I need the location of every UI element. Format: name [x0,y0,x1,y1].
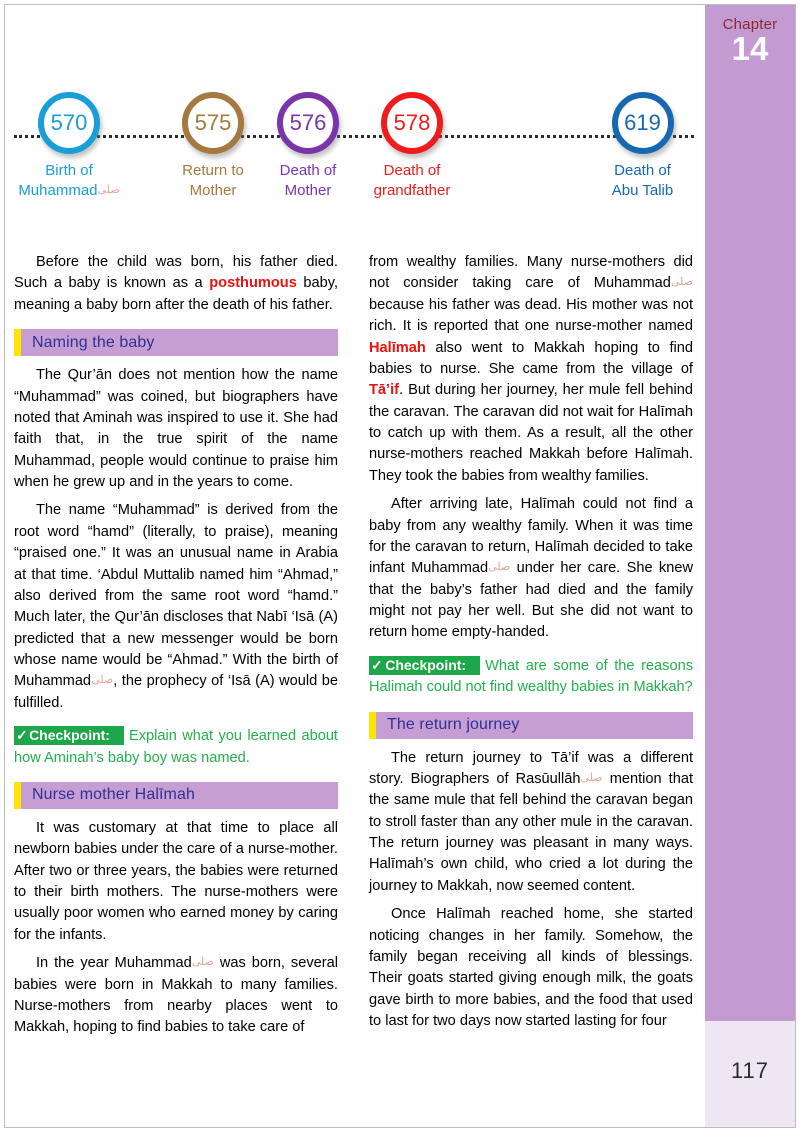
text-run: . But during her journey, her mule fell behind the caravan. The caravan did not wait for Halīmah to catch up with them. As a result, all the other nurse-mothers reached Makkah before Halīmah. They took the babies from wealthy families. [369,382,693,484]
checkpoint-question: Explain what you learned about how Aminah’s baby boy was named. [14,728,338,766]
text-run: from wealthy families. Many nurse-mothers did not consider taking care of Muhammad [369,254,693,292]
timeline-node-label [591,161,694,201]
paragraph-blessings: Once Halīmah reached home, she started noticing changes in her family. Somehow, the family began receiving all kinds of blessings. Their goats started giving enough milk, the goats gave birth to more babies, and the food that used to last for two days now started lasting for four [369,906,693,1029]
timeline-label-text: Mother [284,181,332,199]
timeline-label-line-2 [591,181,694,201]
timeline-node-578 [354,92,470,201]
text-run: In the year Muhammad [36,955,192,972]
text-run: baby, meaning a baby born after the death of his father. [14,275,338,313]
text-run: because his father was dead. His mother was not rich. It is reported that one nurse-mother named [369,296,693,335]
chapter-sidebar-band [705,5,795,1021]
chapter-number: 14 [731,29,769,67]
heading-accent-bar [369,712,376,739]
checkpoint-badge: ✓Checkpoint: [14,726,124,745]
timeline-label-line-1: Death of [279,162,337,179]
heading-text: Naming the baby [32,333,155,351]
timeline-label-line-2 [263,181,353,201]
timeline-label-line-2 [166,181,260,201]
timeline-label-line-1: Return to [182,162,244,179]
timeline [14,92,694,227]
text-run: The return journey to Tā’if was a different story. Biographers of Rasūullāh [369,749,693,787]
checkpoint-right [369,655,693,699]
sallallahu-icon: صلى [91,674,114,687]
timeline-year-circle: 576 [277,92,339,154]
checkpoint-question: What are some of the reasons Halimah could not find wealthy babies in Makkah? [369,657,693,696]
sallallahu-icon: صلى [97,183,120,196]
timeline-label-line-1: Death of [614,162,671,179]
sallallahu-icon: صلى [488,561,511,574]
timeline-year-circle: 619 [612,92,674,154]
left-column [14,252,338,1046]
paragraph-posthumous [14,252,338,316]
paragraph-return-journey [369,748,693,898]
heading-text: The return journey [387,716,520,733]
timeline-label-text: Abu Talib [611,181,674,199]
sallallahu-icon: صلى [670,276,693,289]
timeline-node-label [354,161,470,201]
chapter-marker [705,5,795,66]
right-column [369,252,693,1039]
timeline-node-619 [591,92,694,201]
text-run: was born, several babies were born in Makkah to many families. Nurse-mothers from nearby places went to Makkah, hoping to find babies to take care of [14,955,338,1036]
timeline-node-576 [263,92,353,201]
paragraph-halimah-journey [369,252,693,487]
article-body [14,252,693,1062]
timeline-year-circle: 578 [381,92,443,154]
paragraph-quran-name: The Qur’ān does not mention how the name “Muhammad” was coined, but biographers have noted that Aminah was inspired to use it. She had faith that, in the true spirit of the name Muhammad, people would continue to praise him when he grew up and in the years to come. [14,367,338,490]
sallallahu-icon: صلى [580,771,603,784]
paragraph-babies-born-makkah [14,953,338,1039]
text-run: Before the child was born, his father died. Such a baby is known as a [14,254,338,292]
term-halimah: Halīmah [369,339,426,356]
term-taif: Tā’if [369,382,399,399]
timeline-label-text: Mother [189,181,237,199]
timeline-label-line-1: Birth of [45,162,93,179]
heading-accent-bar [14,329,21,356]
text-run: After arriving late, Halīmah could not find a baby from any wealthy family. When it was time for the caravan to return, Halīmah decided to take infant Muhammad [369,496,693,577]
paragraph-name-derivation [14,500,338,714]
timeline-year-circle: 570 [38,92,100,154]
timeline-node-label [166,161,260,201]
text-run: mention that the same mule that fell behind the caravan began to stroll faster than any other mule in the caravan. The return journey was pleasant in many ways. Halīmah’s own child, who cried a lot during the journey to Makkah, now seemed content. [369,770,694,894]
timeline-label-text: grandfather [373,181,451,199]
section-heading-naming-the-baby [14,329,338,356]
timeline-node-575 [166,92,260,201]
timeline-node-570 [14,92,124,201]
paragraph-nurse-mother-custom: It was customary at that time to place all newborn babies under the care of a nurse-mother. After two or three years, the babies were returned to their birth mothers. The nurse-mothers were usually poor women who earned money by caring for the infants. [14,819,338,943]
checkpoint-badge: ✓Checkpoint: [369,656,480,675]
timeline-year-circle: 575 [182,92,244,154]
section-heading-the-return-journey [369,712,693,739]
timeline-label-text: Muhammad [18,181,98,199]
paragraph-halimah-takes-infant [369,494,693,644]
section-heading-nurse-mother-halimah [14,782,338,809]
heading-accent-bar [14,782,21,809]
timeline-node-label [14,161,124,201]
text-run: under her care. She knew that the baby’s father had died and the family might not pay her well. But she did not want to return home empty-handed. [369,560,694,641]
timeline-node-label [263,161,353,201]
chapter-label: Chapter [722,16,778,33]
text-run: also went to Makkah hoping to find babies to nurse. She came from the village of [369,339,693,377]
text-run: , the prophecy of ‘Isā (A) would be fulfilled. [14,673,338,711]
timeline-label-line-2 [14,181,124,201]
timeline-label-line-1: Death of [383,162,441,179]
checkpoint-left [14,725,338,769]
heading-text: Nurse mother Halīmah [32,786,195,804]
page-number: 117 [730,1058,770,1083]
text-run: The name “Muhammad” is derived from the root word “hamd” (literally, to praise), meaning “praised one.” It was an unusual name in Arabia at that time. ‘Abdul Muttalib named him “Ahmad,” also derived from the same root word “hamd.” Much later, the Qur’ān discloses that Nabī ‘Isā (A) predicted that a new messenger would be born whose name would be “Ahmad.” With the birth of Muhammad [14,502,338,690]
term-posthumous: posthumous [209,275,297,292]
sallallahu-icon: صلى [191,956,214,969]
timeline-label-line-2 [354,181,470,201]
